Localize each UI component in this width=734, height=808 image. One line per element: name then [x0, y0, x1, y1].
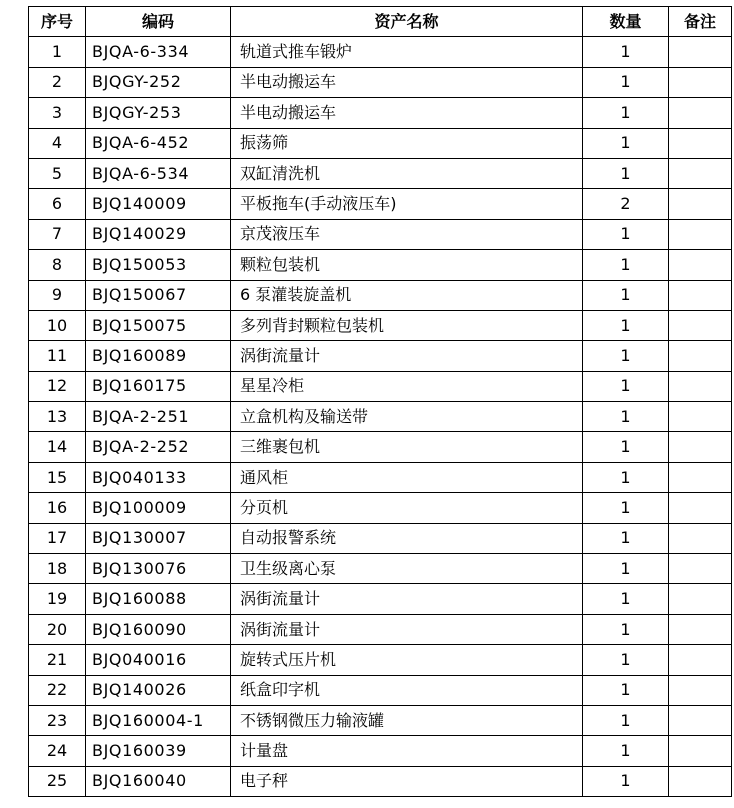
- cell-asset-name: 卫生级离心泵: [231, 554, 583, 584]
- header-index: 序号: [29, 7, 86, 37]
- table-row: [29, 310, 732, 340]
- cell-quantity: 1: [583, 371, 669, 401]
- cell-code: BJQ160088: [86, 584, 231, 614]
- table-row: [29, 523, 732, 553]
- cell-code: BJQ160089: [86, 341, 231, 371]
- cell-quantity: 1: [583, 310, 669, 340]
- cell-index: 24: [29, 736, 86, 766]
- header-remarks: 备注: [669, 7, 732, 37]
- table-row: [29, 189, 732, 219]
- table-row: [29, 493, 732, 523]
- cell-quantity: 1: [583, 250, 669, 280]
- cell-quantity: 1: [583, 98, 669, 128]
- table-row: [29, 371, 732, 401]
- cell-remarks: [669, 310, 732, 340]
- table-header: [29, 7, 732, 37]
- cell-code: BJQA-6-452: [86, 128, 231, 158]
- table-row: [29, 98, 732, 128]
- cell-quantity: 1: [583, 158, 669, 188]
- cell-quantity: 1: [583, 128, 669, 158]
- cell-remarks: [669, 554, 732, 584]
- table-body: [29, 37, 732, 797]
- table-row: [29, 766, 732, 796]
- cell-asset-name: 三维裹包机: [231, 432, 583, 462]
- cell-remarks: [669, 493, 732, 523]
- cell-asset-name: 6 泵灌装旋盖机: [231, 280, 583, 310]
- cell-code: BJQ160004-1: [86, 705, 231, 735]
- cell-remarks: [669, 705, 732, 735]
- cell-code: BJQ040016: [86, 645, 231, 675]
- cell-code: BJQA-2-251: [86, 402, 231, 432]
- table-row: [29, 37, 732, 67]
- cell-quantity: 1: [583, 37, 669, 67]
- cell-quantity: 1: [583, 402, 669, 432]
- cell-quantity: 1: [583, 766, 669, 796]
- cell-code: BJQ150075: [86, 310, 231, 340]
- cell-asset-name: 振荡筛: [231, 128, 583, 158]
- cell-quantity: 1: [583, 736, 669, 766]
- cell-index: 22: [29, 675, 86, 705]
- cell-remarks: [669, 371, 732, 401]
- cell-asset-name: 立盒机构及输送带: [231, 402, 583, 432]
- cell-asset-name: 旋转式压片机: [231, 645, 583, 675]
- cell-index: 2: [29, 67, 86, 97]
- cell-asset-name: 涡街流量计: [231, 614, 583, 644]
- cell-remarks: [669, 67, 732, 97]
- cell-remarks: [669, 523, 732, 553]
- cell-quantity: 1: [583, 614, 669, 644]
- cell-quantity: 2: [583, 189, 669, 219]
- cell-index: 23: [29, 705, 86, 735]
- cell-code: BJQ160090: [86, 614, 231, 644]
- cell-asset-name: 通风柜: [231, 462, 583, 492]
- cell-remarks: [669, 341, 732, 371]
- cell-code: BJQ160040: [86, 766, 231, 796]
- cell-remarks: [669, 158, 732, 188]
- cell-asset-name: 多列背封颗粒包装机: [231, 310, 583, 340]
- cell-asset-name: 京茂液压车: [231, 219, 583, 249]
- cell-index: 8: [29, 250, 86, 280]
- table-row: [29, 219, 732, 249]
- cell-remarks: [669, 645, 732, 675]
- cell-index: 1: [29, 37, 86, 67]
- cell-code: BJQA-2-252: [86, 432, 231, 462]
- cell-remarks: [669, 219, 732, 249]
- cell-remarks: [669, 432, 732, 462]
- cell-code: BJQA-6-534: [86, 158, 231, 188]
- header-quantity: 数量: [583, 7, 669, 37]
- cell-index: 6: [29, 189, 86, 219]
- table-row: [29, 736, 732, 766]
- cell-remarks: [669, 128, 732, 158]
- cell-index: 5: [29, 158, 86, 188]
- cell-code: BJQ140009: [86, 189, 231, 219]
- cell-code: BJQ100009: [86, 493, 231, 523]
- cell-asset-name: 电子秤: [231, 766, 583, 796]
- cell-index: 21: [29, 645, 86, 675]
- cell-code: BJQGY-252: [86, 67, 231, 97]
- cell-asset-name: 平板拖车(手动液压车): [231, 189, 583, 219]
- cell-remarks: [669, 675, 732, 705]
- table-row: [29, 250, 732, 280]
- table-row: [29, 432, 732, 462]
- cell-index: 16: [29, 493, 86, 523]
- cell-index: 12: [29, 371, 86, 401]
- cell-quantity: 1: [583, 493, 669, 523]
- cell-quantity: 1: [583, 462, 669, 492]
- cell-asset-name: 涡街流量计: [231, 341, 583, 371]
- cell-index: 9: [29, 280, 86, 310]
- cell-quantity: 1: [583, 675, 669, 705]
- table-row: [29, 158, 732, 188]
- header-asset-name: 资产名称: [231, 7, 583, 37]
- cell-remarks: [669, 614, 732, 644]
- cell-remarks: [669, 736, 732, 766]
- cell-code: BJQ040133: [86, 462, 231, 492]
- cell-index: 11: [29, 341, 86, 371]
- cell-code: BJQA-6-334: [86, 37, 231, 67]
- cell-remarks: [669, 462, 732, 492]
- cell-code: BJQ140029: [86, 219, 231, 249]
- cell-index: 17: [29, 523, 86, 553]
- table-row: [29, 280, 732, 310]
- table-row: [29, 128, 732, 158]
- cell-asset-name: 半电动搬运车: [231, 98, 583, 128]
- cell-code: BJQ130076: [86, 554, 231, 584]
- cell-remarks: [669, 584, 732, 614]
- cell-remarks: [669, 189, 732, 219]
- cell-asset-name: 自动报警系统: [231, 523, 583, 553]
- cell-asset-name: 不锈钢微压力输液罐: [231, 705, 583, 735]
- cell-code: BJQ150053: [86, 250, 231, 280]
- cell-asset-name: 双缸清洗机: [231, 158, 583, 188]
- cell-index: 25: [29, 766, 86, 796]
- cell-index: 13: [29, 402, 86, 432]
- cell-remarks: [669, 280, 732, 310]
- cell-index: 18: [29, 554, 86, 584]
- table-row: [29, 614, 732, 644]
- table-row: [29, 645, 732, 675]
- cell-asset-name: 轨道式推车锻炉: [231, 37, 583, 67]
- table-row: [29, 402, 732, 432]
- cell-quantity: 1: [583, 280, 669, 310]
- table-row: [29, 462, 732, 492]
- cell-code: BJQ160039: [86, 736, 231, 766]
- cell-code: BJQ130007: [86, 523, 231, 553]
- cell-quantity: 1: [583, 705, 669, 735]
- cell-index: 7: [29, 219, 86, 249]
- cell-asset-name: 分页机: [231, 493, 583, 523]
- table-row: [29, 675, 732, 705]
- table-row: [29, 584, 732, 614]
- cell-index: 4: [29, 128, 86, 158]
- cell-remarks: [669, 766, 732, 796]
- cell-quantity: 1: [583, 523, 669, 553]
- cell-index: 3: [29, 98, 86, 128]
- cell-quantity: 1: [583, 341, 669, 371]
- cell-remarks: [669, 250, 732, 280]
- cell-asset-name: 纸盒印字机: [231, 675, 583, 705]
- cell-index: 15: [29, 462, 86, 492]
- cell-quantity: 1: [583, 432, 669, 462]
- cell-remarks: [669, 98, 732, 128]
- cell-quantity: 1: [583, 554, 669, 584]
- cell-remarks: [669, 402, 732, 432]
- table-row: [29, 67, 732, 97]
- cell-quantity: 1: [583, 219, 669, 249]
- cell-quantity: 1: [583, 645, 669, 675]
- cell-code: BJQGY-253: [86, 98, 231, 128]
- cell-asset-name: 颗粒包装机: [231, 250, 583, 280]
- asset-table: [28, 6, 732, 797]
- cell-asset-name: 星星冷柜: [231, 371, 583, 401]
- header-code: 编码: [86, 7, 231, 37]
- cell-code: BJQ140026: [86, 675, 231, 705]
- table-row: [29, 705, 732, 735]
- cell-asset-name: 涡街流量计: [231, 584, 583, 614]
- header-row: [29, 7, 732, 37]
- table-row: [29, 554, 732, 584]
- cell-remarks: [669, 37, 732, 67]
- cell-code: BJQ150067: [86, 280, 231, 310]
- cell-quantity: 1: [583, 67, 669, 97]
- cell-asset-name: 半电动搬运车: [231, 67, 583, 97]
- cell-index: 14: [29, 432, 86, 462]
- cell-quantity: 1: [583, 584, 669, 614]
- cell-asset-name: 计量盘: [231, 736, 583, 766]
- cell-index: 19: [29, 584, 86, 614]
- cell-index: 20: [29, 614, 86, 644]
- table-row: [29, 341, 732, 371]
- cell-index: 10: [29, 310, 86, 340]
- cell-code: BJQ160175: [86, 371, 231, 401]
